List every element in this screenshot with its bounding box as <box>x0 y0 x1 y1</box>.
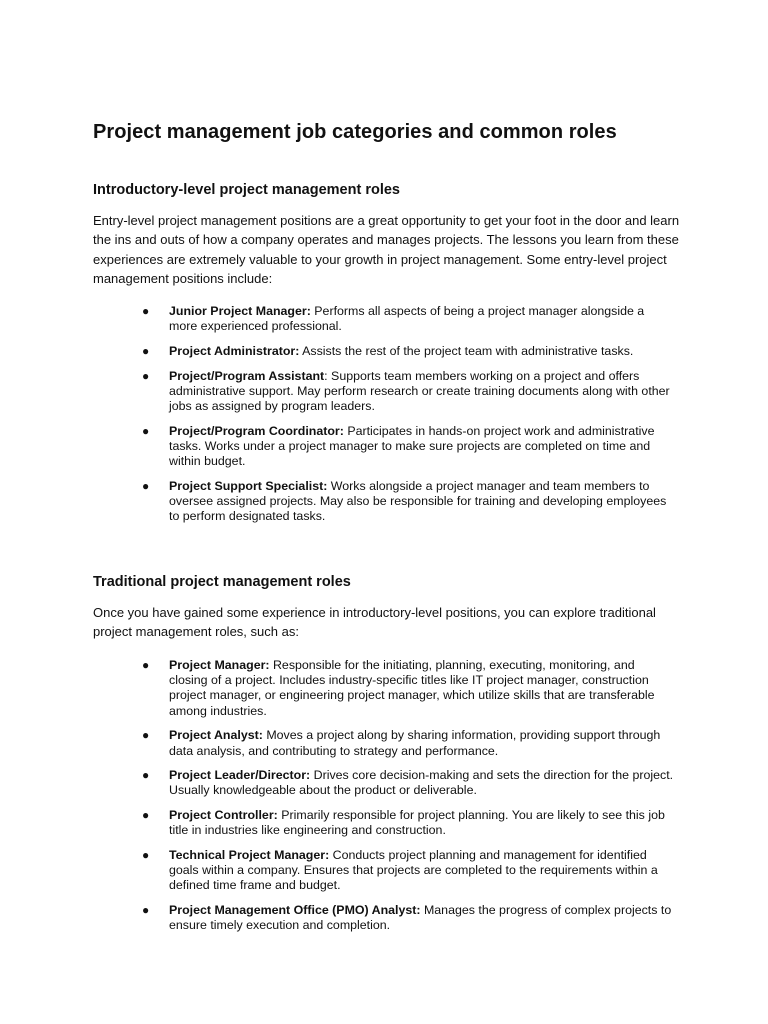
role-description: Assists the rest of the project team with administrative tasks. <box>299 343 634 358</box>
bullet-icon: ● <box>142 368 150 383</box>
list-item <box>0 903 674 933</box>
role-term: Project Administrator: <box>169 343 300 358</box>
list-item <box>0 479 674 525</box>
list-item <box>0 369 674 415</box>
bullet-icon: ● <box>142 478 150 493</box>
list-item <box>0 848 674 894</box>
section-intro-traditional: Once you have gained some experience in introductory-level positions, you can explore traditional project management roles, such as: <box>93 605 656 640</box>
role-description: Manages the progress of complex projects to ensure timely execution and completion. <box>169 903 672 933</box>
bullet-icon: ● <box>142 343 150 358</box>
list-item <box>0 768 674 798</box>
bullet-icon: ● <box>142 658 150 672</box>
role-term: Project Controller: <box>169 808 278 823</box>
section-heading-traditional: Traditional project management roles <box>93 574 351 590</box>
bullet-icon: ● <box>142 808 150 823</box>
role-term: Project/Program Coordinator: <box>169 423 344 438</box>
role-term: Junior Project Manager: <box>169 304 311 318</box>
list-item <box>0 424 674 470</box>
bullet-list-traditional <box>0 658 768 934</box>
role-term: Technical Project Manager: <box>169 848 330 863</box>
role-term: Project Support Specialist: <box>169 478 328 493</box>
bullet-icon: ● <box>142 423 150 438</box>
role-description: Works alongside a project manager and team members to oversee assigned projects. May also be responsible for training and developing employees to perform designated tasks. <box>169 478 667 524</box>
role-description: Conducts project planning and management for identified goals within a company. Ensures that projects are completed to the requirements within a defined time frame and budget. <box>169 848 658 893</box>
list-item <box>0 728 674 758</box>
bullet-list-introductory <box>0 304 768 524</box>
list-item <box>0 658 674 719</box>
bullet-icon: ● <box>142 768 150 783</box>
list-item <box>0 344 674 359</box>
role-description: : Supports team members working on a project and offers administrative support. May perform research or create training documents along with other jobs as assigned by program leaders. <box>169 368 670 414</box>
role-description: Responsible for the initiating, planning, executing, monitoring, and closing of a project. Includes industry-specific titles like IT project manager, construction project manager, or engineering project manager, which utilize skills that are transferable among industries. <box>169 658 655 718</box>
bullet-icon: ● <box>142 848 150 863</box>
role-description: Moves a project along by sharing information, providing support through data analysis, and contributing to strategy and performance. <box>169 728 661 758</box>
page-title: Project management job categories and common roles <box>93 121 617 143</box>
role-description: Participates in hands-on project work and administrative tasks. Works under a project manager to make sure projects are completed on time and within budget. <box>169 423 655 469</box>
role-term: Project Management Office (PMO) Analyst: <box>169 903 421 918</box>
role-term: Project Manager: <box>169 658 270 672</box>
role-term: Project/Program Assistant <box>169 368 325 383</box>
section-intro-introductory: Entry-level project management positions are a great opportunity to get your foot in the door and learn the ins and outs of how a company operates and manages projects. The lessons you learn from these experiences are extremely valuable to your growth in project management. Some entry-level project management positions include: <box>93 213 680 287</box>
bullet-icon: ● <box>142 304 150 318</box>
list-item <box>0 304 674 334</box>
section-heading-introductory: Introductory-level project management roles <box>93 182 400 198</box>
bullet-icon: ● <box>142 728 150 743</box>
role-description: Primarily responsible for project planning. You are likely to see this job title in industries like engineering and construction. <box>169 808 665 838</box>
role-term: Project Leader/Director: <box>169 768 311 783</box>
role-term: Project Analyst: <box>169 728 263 743</box>
bullet-icon: ● <box>142 903 150 918</box>
list-item <box>0 808 674 838</box>
role-description: Performs all aspects of being a project manager alongside a more experienced professional. <box>169 304 645 334</box>
role-description: Drives core decision-making and sets the direction for the project. Usually knowledgeable about the product or deliverable. <box>169 768 674 798</box>
